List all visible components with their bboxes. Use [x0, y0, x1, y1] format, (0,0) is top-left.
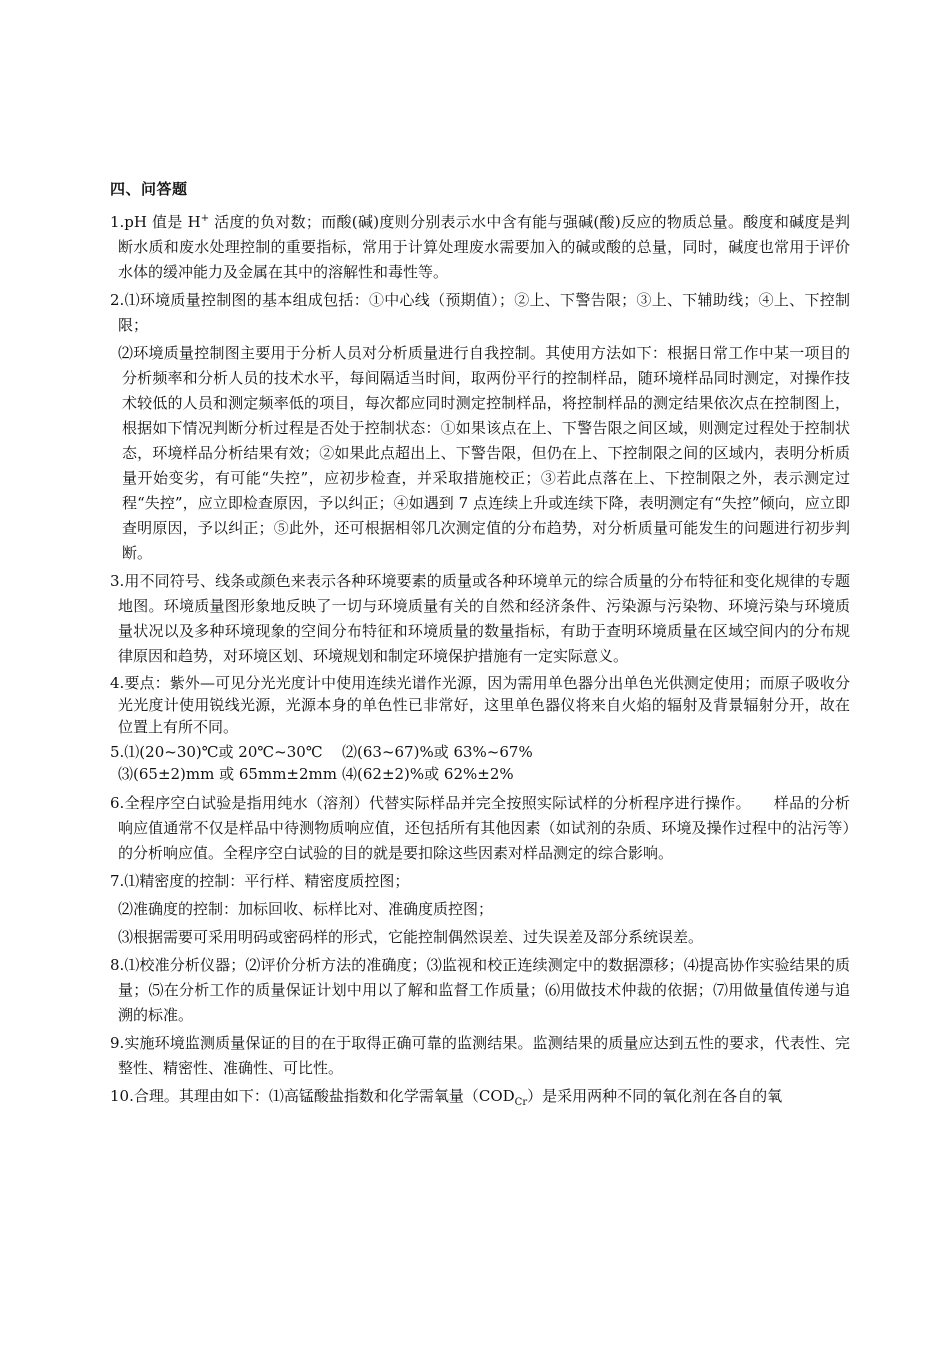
answer-5-a1: 5.⑴(20~30)℃或 20℃~30℃ [110, 743, 323, 761]
answer-5-row-1 [110, 741, 850, 763]
answer-9: 9.实施环境监测质量保证的目的在于取得正确可靠的监测结果。监测结果的质量应达到五性的要求，代表性、完整性、精密性、准确性、可比性。 [110, 1034, 850, 1077]
answer-7-line-2: ⑵准确度的控制：加标回收、标样比对、准确度质控图； [118, 900, 494, 918]
answer-2-part-2: ⑵环境质量控制图主要用于分析人员对分析质量进行自我控制。其使用方法如下：根据日常工作中某一项目的分析频率和分析人员的技术水平，每间隔适当时间，取两份平行的控制样品，随环境样品同时测定，对操作技术较低的人员和测定频率低的项目，每次都应同时测定控制样品，将控制样品的测定结果依次点在控制图上，根据如下情况判断分析过程是否处于控制状态：①如果该点在上、下警告限之间区域，则测定过程处于控制状态，环境样品分析结果有效；②如果此点超出上、下警告限，但仍在上、下控制限之间的区域内，表明分析质量开始变劣，有可能“失控”，应初步检查，并采取措施校正；③若此点落在上、下控制限之外，表示测定过程“失控”，应立即检查原因，予以纠正；④如遇到 7 点连续上升或连续下降，表明测定有“失控”倾向，应立即查明原因，予以纠正；⑤此外，还可根据相邻几次测定值的分布趋势，对分析质量可能发生的问题进行初步判断。 [118, 344, 850, 562]
answer-5-a3: ⑶(65±2)mm 或 65mm±2mm [118, 765, 337, 783]
answer-1-sup: + [200, 213, 210, 224]
section-title: 四、问答题 [110, 180, 188, 198]
answer-5-row-2 [118, 763, 850, 785]
answer-list [110, 206, 850, 1118]
answer-10-sub: Cr [514, 1097, 528, 1108]
answer-2-part-1: 2.⑴环境质量控制图的基本组成包括：①中心线（预期值）；②上、下警告限；③上、下辅助线；④上、下控制限； [110, 291, 850, 334]
answer-7-line-1: 7.⑴精密度的控制：平行样、精密度质控图； [110, 872, 410, 890]
answer-5 [110, 741, 850, 785]
answer-3: 3.用不同符号、线条或颜色来表示各种环境要素的质量或各种环境单元的综合质量的分布特征和变化规律的专题地图。环境质量图形象地反映了一切与环境质量有关的自然和经济条件、污染源与污染物、环境污染与环境质量状况以及多种环境现象的空间分布特征和环境质量的数量指标，有助于查明环境质量在区域空间内的分布规律原因和趋势，对环境区划、环境规划和制定环境保护措施有一定实际意义。 [110, 572, 850, 665]
answer-1-prefix: 1.pH 值是 H [110, 213, 201, 231]
answer-8: 8.⑴校准分析仪器；⑵评价分析方法的准确度；⑶监视和校正连续测定中的数据漂移；⑷提高协作实验结果的质量；⑸在分析工作的质量保证计划中用以了解和监督工作质量；⑹用做技术仲裁的依据；⑺用做量值传递与追溯的标准。 [110, 956, 850, 1024]
answer-5-a2: ⑵(63~67)%或 63%~67% [342, 743, 533, 761]
answer-6: 6.全程序空白试验是指用纯水（溶剂）代替实际样品并完全按照实际试样的分析程序进行操作。 样品的分析响应值通常不仅是样品中待测物质响应值，还包括所有其他因素（如试剂的杂质、环境及操作过程中的沾污等）的分析响应值。全程序空白试验的目的就是要扣除这些因素对样品测定的综合影响。 [110, 794, 850, 862]
answer-10-tail: ）是采用两种不同的氧化剂在各自的氧 [527, 1087, 783, 1105]
answer-7-line-3: ⑶根据需要可采用明码或密码样的形式，它能控制偶然误差、过失误差及部分系统误差。 [118, 928, 704, 946]
answer-10-text: 10.合理。其理由如下：⑴高锰酸盐指数和化学需氧量（COD [110, 1087, 515, 1105]
answer-1 [110, 206, 850, 285]
answer-10 [110, 1084, 850, 1115]
answer-5-a4: ⑷(62±2)%或 62%±2% [342, 765, 514, 783]
answer-1-text: 活度的负对数；而酸(碱)度则分别表示水中含有能与强碱(酸)反应的物质总量。酸度和碱度是判断水质和废水处理控制的重要指标，常用于计算处理废水需要加入的碱或酸的总量，同时，碱度也常用于评价水体的缓冲能力及金属在其中的溶解性和毒性等。 [118, 213, 850, 281]
answer-4: 4.要点：紫外—可见分光光度计中使用连续光谱作光源，因为需用单色器分出单色光供测定使用；而原子吸收分光光度计使用锐线光源，光源本身的单色性已非常好，这里单色器仪将来自火焰的辐射及背景辐射分开，故在位置上有所不同。 [110, 674, 850, 736]
